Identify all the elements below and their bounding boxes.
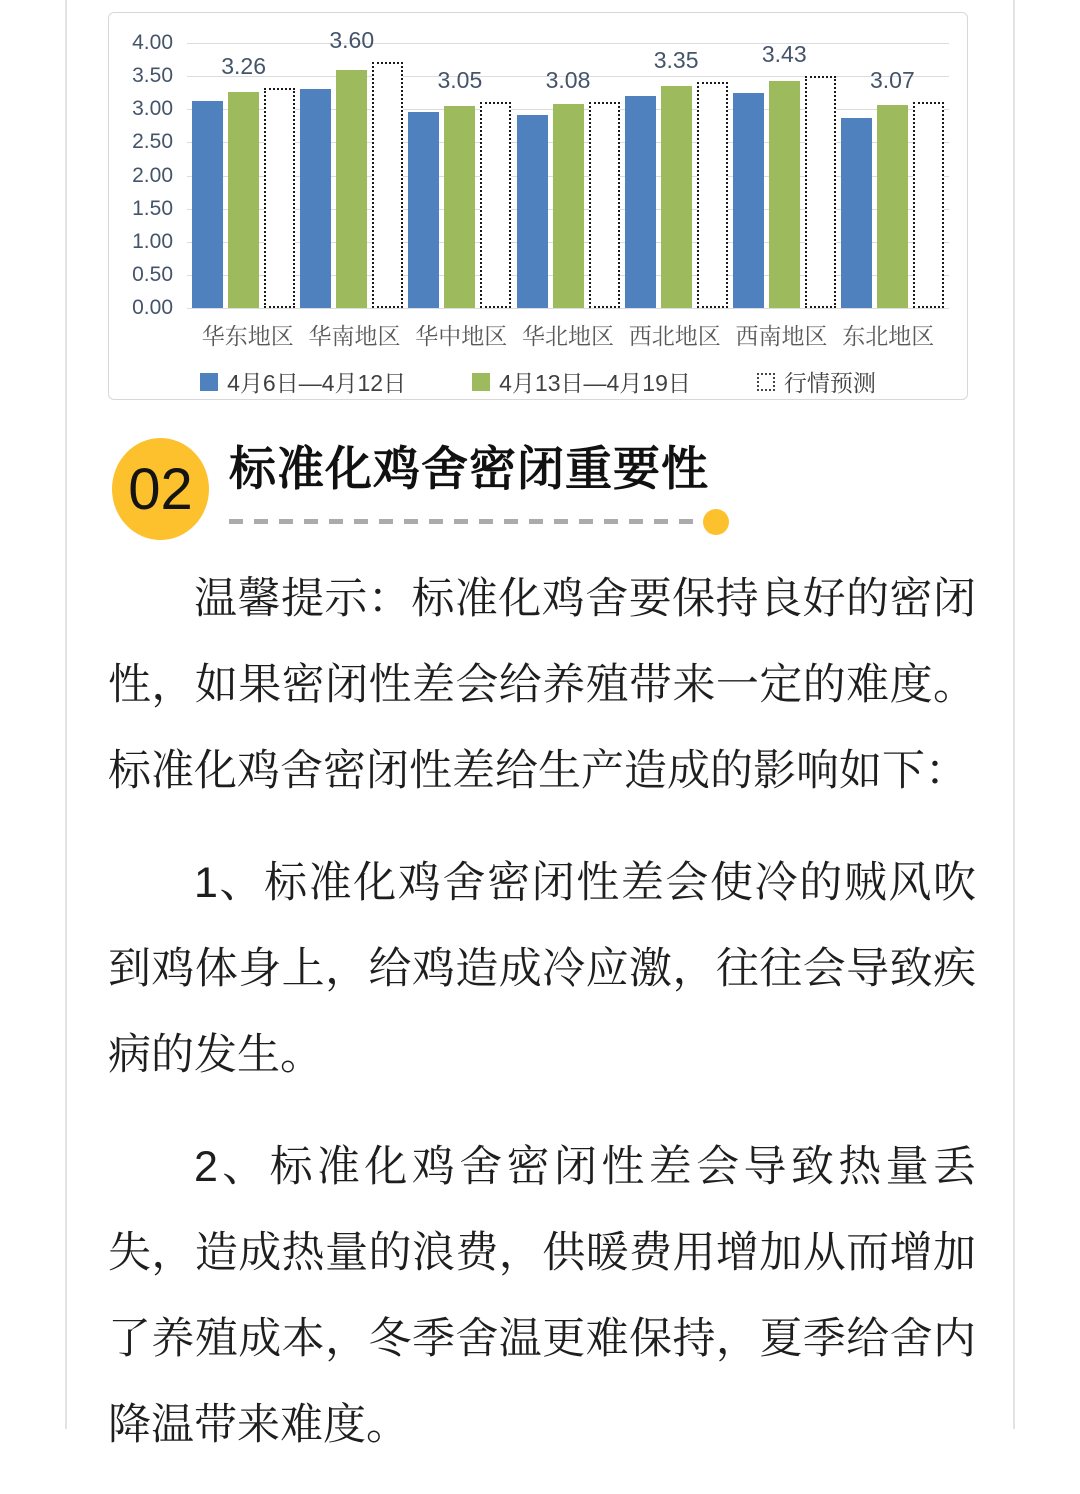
data-label: 3.07 — [869, 66, 915, 93]
data-label: 3.08 — [545, 66, 591, 93]
legend-swatch-icon — [757, 373, 775, 391]
x-category-label: 华北地区 — [522, 323, 614, 349]
dashed-underline — [229, 509, 729, 535]
paragraph-intro: 温馨提示：标准化鸡舍要保持良好的密闭性，如果密闭性差会给养殖带来一定的难度。标准化鸡舍密闭性差给生产造成的影响如下： — [108, 575, 976, 795]
chart-category-axis — [187, 318, 949, 351]
bar — [480, 102, 511, 308]
y-axis-tick-label: 0.50 — [132, 262, 173, 286]
y-axis-tick-label: 4.00 — [132, 31, 173, 54]
bar — [408, 112, 439, 308]
bar-cluster — [517, 43, 620, 308]
chart-plot-area — [132, 27, 949, 319]
bar — [589, 102, 620, 308]
right-page-rule — [1013, 0, 1015, 1429]
legend-swatch-icon — [472, 373, 490, 391]
y-axis-tick-label: 2.50 — [132, 130, 173, 154]
price-bar-chart — [108, 12, 968, 400]
x-category-label: 华南地区 — [308, 323, 401, 349]
x-category-label: 西南地区 — [735, 323, 828, 349]
left-page-rule — [65, 0, 67, 1429]
bar — [264, 88, 295, 308]
bar-cluster — [625, 43, 728, 308]
data-label: 3.43 — [761, 41, 807, 68]
yellow-dot-icon — [703, 509, 729, 535]
gridline — [187, 308, 949, 309]
section-number: 02 — [128, 456, 193, 522]
bar — [372, 62, 403, 308]
bar — [517, 115, 548, 308]
bar — [733, 93, 764, 308]
bar — [192, 101, 223, 308]
bar — [444, 106, 475, 308]
section-title: 标准化鸡舍密闭重要性 — [229, 442, 709, 496]
section-header — [112, 438, 729, 540]
y-axis-tick-label: 1.00 — [132, 229, 173, 253]
bar-cluster — [408, 43, 511, 308]
bar-cluster — [733, 43, 836, 308]
data-label: 3.60 — [329, 27, 375, 54]
bar — [697, 82, 728, 308]
bar-cluster — [841, 43, 944, 308]
chart-legend — [109, 365, 967, 398]
y-axis-tick-label: 1.50 — [132, 196, 173, 220]
bar — [228, 92, 259, 308]
bar — [877, 105, 908, 308]
bar — [336, 70, 367, 309]
y-axis-tick-label: 2.00 — [132, 163, 173, 187]
bar — [553, 104, 584, 308]
article-body — [108, 556, 976, 1494]
legend-swatch-icon — [200, 373, 218, 391]
x-category-label: 东北地区 — [842, 323, 935, 349]
section-number-badge — [112, 438, 209, 540]
data-label: 3.05 — [437, 66, 483, 93]
y-axis-tick-label: 3.00 — [132, 97, 173, 121]
dash-line — [229, 519, 699, 524]
y-axis-tick-label: 0.00 — [132, 296, 173, 319]
bar — [805, 76, 836, 308]
bar — [625, 96, 656, 308]
bar — [913, 102, 944, 308]
legend-label: 4月6日—4月12日 — [227, 370, 407, 396]
legend-item — [472, 365, 691, 398]
legend-item — [200, 365, 406, 398]
legend-item — [757, 365, 876, 398]
x-category-label: 华中地区 — [415, 323, 508, 349]
data-label: 3.26 — [221, 53, 267, 80]
legend-label: 行情预测 — [783, 370, 876, 396]
bar — [841, 118, 872, 308]
paragraph-point-1: 1、标准化鸡舍密闭性差会使冷的贼风吹到鸡体身上，给鸡造成冷应激，往往会导致疾病的发生。 — [108, 859, 976, 1079]
bar-cluster — [300, 27, 403, 308]
x-category-label: 华东地区 — [201, 323, 294, 349]
paragraph-point-2: 2、标准化鸡舍密闭性差会导致热量丢失，造成热量的浪费，供暖费用增加从而增加了养殖成本，冬季舍温更难保持，夏季给舍内降温带来难度。 — [108, 1143, 976, 1449]
x-category-label: 西北地区 — [628, 323, 721, 349]
bar — [661, 86, 692, 308]
legend-label: 4月13日—4月19日 — [499, 370, 691, 396]
data-label: 3.35 — [653, 47, 699, 74]
bar — [769, 81, 800, 308]
bar-cluster — [192, 43, 295, 308]
y-axis-tick-label: 3.50 — [132, 64, 173, 88]
bar — [300, 89, 331, 308]
